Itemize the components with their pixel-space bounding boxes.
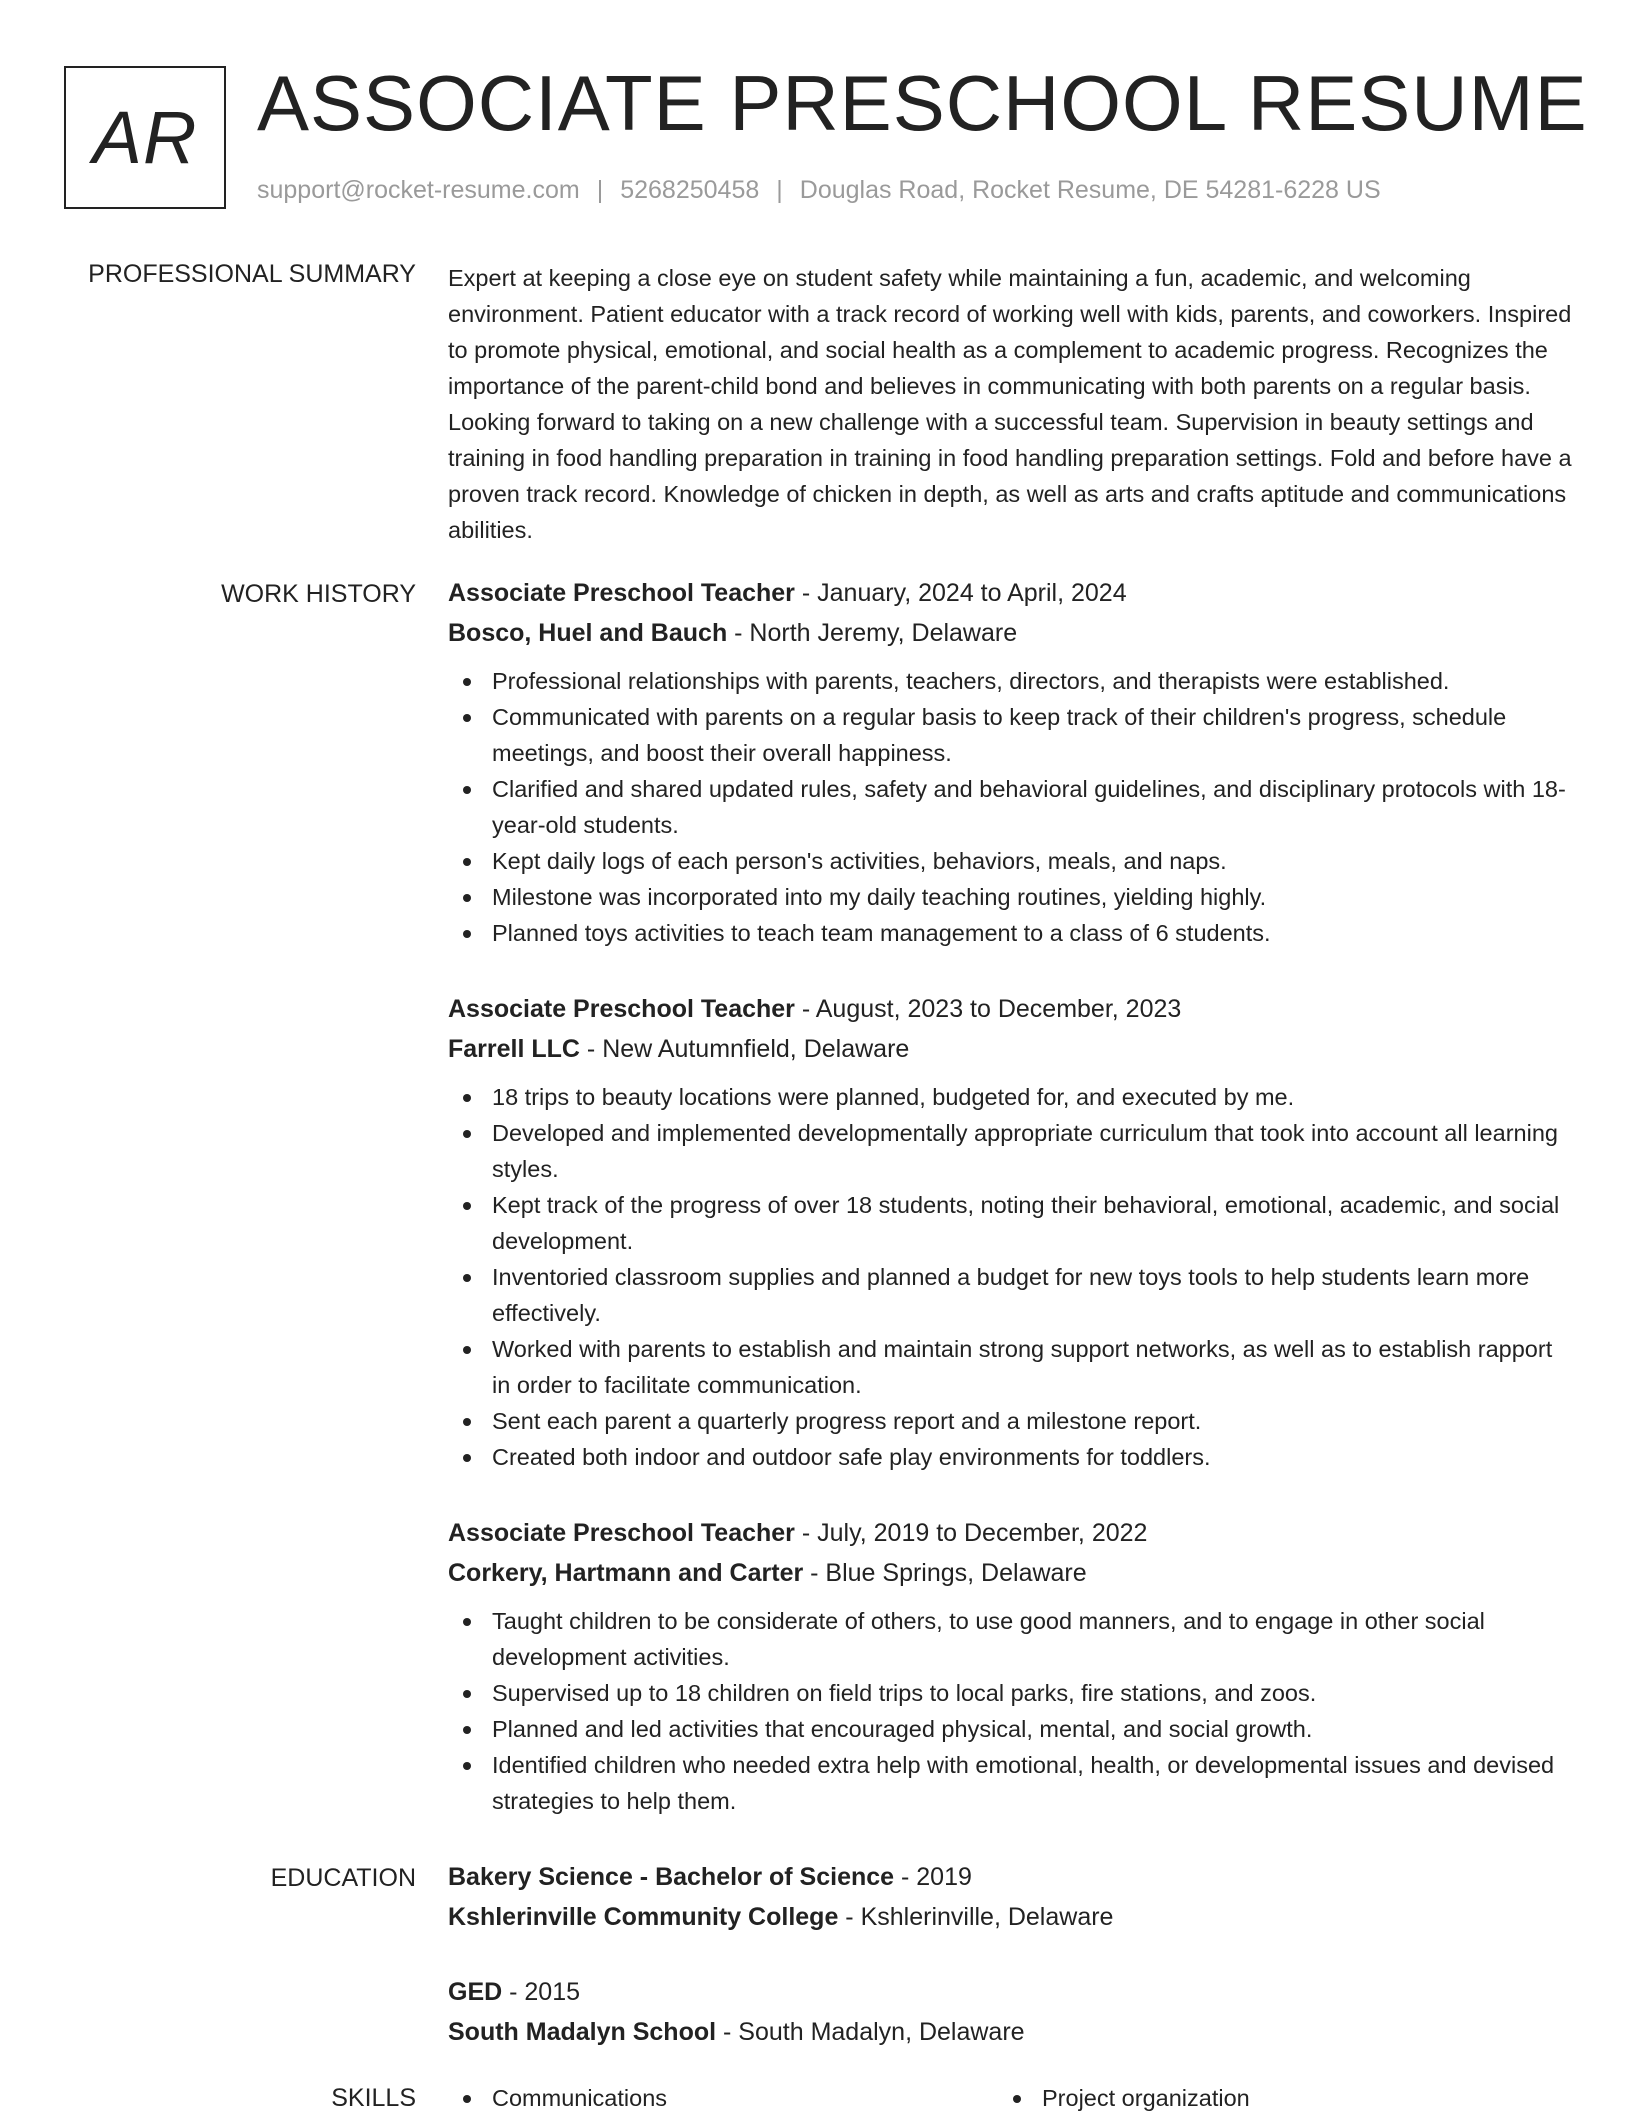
contact-address: Douglas Road, Rocket Resume, DE 54281-6228 US xyxy=(799,176,1381,204)
contact-separator: | xyxy=(776,176,783,204)
job-dates: - August, 2023 to December, 2023 xyxy=(794,995,1182,1023)
job-title: Associate Preschool Teacher xyxy=(448,1519,795,1547)
job-entry xyxy=(448,989,1572,1475)
education-school: Kshlerinville Community College xyxy=(448,1903,839,1931)
education-year: - 2019 xyxy=(894,1863,972,1891)
job-bullet: Milestone was incorporated into my daily teaching routines, yielding highly. xyxy=(448,879,1572,915)
education-location: - South Madalyn, Delaware xyxy=(716,2018,1025,2046)
job-location: - Blue Springs, Delaware xyxy=(803,1559,1087,1587)
job-company: Corkery, Hartmann and Carter xyxy=(448,1559,804,1587)
job-location: - North Jeremy, Delaware xyxy=(727,619,1018,647)
job-title-line xyxy=(448,573,1572,613)
job-company: Bosco, Huel and Bauch xyxy=(448,619,728,647)
job-bullet: Communicated with parents on a regular basis to keep track of their children's progress, schedule meetings, and boost their overall happiness. xyxy=(448,699,1572,771)
job-bullets xyxy=(448,1603,1572,1819)
section-label-summary: PROFESSIONAL SUMMARY xyxy=(88,260,416,288)
summary-text: Expert at keeping a close eye on student safety while maintaining a fun, academic, and welcoming environment. Patient educator with a track record of working well with kids, parents, and coworkers. Inspired to promote physical, emotional, and social health as a complement to academic progress. Recognizes the importance of the parent-child bond and believes in communicating with both parents on a regular basis. Looking forward to taking on a new challenge with a successful team. Supervision in beauty settings and training in food handling preparation in training in food handling preparation settings. Fold and before have a proven track record. Knowledge of chicken in depth, as well as arts and crafts aptitude and communications abilities. xyxy=(448,265,1572,543)
job-bullet: Clarified and shared updated rules, safety and behavioral guidelines, and disciplinary protocols with 18-year-old students. xyxy=(448,771,1572,843)
education-entry xyxy=(448,1857,1572,1937)
skills-grid xyxy=(448,2080,1572,2112)
job-company-line xyxy=(448,1553,1572,1593)
job-bullet: Created both indoor and outdoor safe play environments for toddlers. xyxy=(448,1439,1572,1475)
job-dates: - July, 2019 to December, 2022 xyxy=(794,1519,1148,1547)
skills-column-left xyxy=(448,2080,998,2112)
education-location: - Kshlerinville, Delaware xyxy=(838,1903,1114,1931)
job-bullet: Taught children to be considerate of others, to use good manners, and to engage in other social development activities. xyxy=(448,1603,1572,1675)
education-degree: Bakery Science - Bachelor of Science xyxy=(448,1863,895,1891)
job-entry xyxy=(448,1513,1572,1819)
resume-title: ASSOCIATE PRESCHOOL RESUME xyxy=(257,59,1588,147)
job-bullet: Planned and led activities that encouraged physical, mental, and social growth. xyxy=(448,1711,1572,1747)
section-label-work-history: WORK HISTORY xyxy=(221,580,416,608)
job-bullet: 18 trips to beauty locations were planned, budgeted for, and executed by me. xyxy=(448,1079,1572,1115)
job-company-line xyxy=(448,613,1572,653)
job-title: Associate Preschool Teacher xyxy=(448,995,795,1023)
contact-separator: | xyxy=(596,176,604,204)
job-bullet: Worked with parents to establish and maintain strong support networks, as well as to establish rapport in order to facilitate communication. xyxy=(448,1331,1572,1403)
education-entry xyxy=(448,1972,1572,2052)
job-company: Farrell LLC xyxy=(448,1035,580,1063)
job-bullet: Inventoried classroom supplies and planned a budget for new toys tools to help students learn more effectively. xyxy=(448,1259,1572,1331)
job-dates: - January, 2024 to April, 2024 xyxy=(794,579,1127,607)
education-school: South Madalyn School xyxy=(448,2018,717,2046)
job-entry xyxy=(448,573,1572,951)
job-bullet: Supervised up to 18 children on field trips to local parks, fire stations, and zoos. xyxy=(448,1675,1572,1711)
skill-item: Project organization xyxy=(998,2080,1548,2112)
education-school-line xyxy=(448,1897,1572,1937)
job-bullet: Kept track of the progress of over 18 students, noting their behavioral, emotional, academic, and social development. xyxy=(448,1187,1572,1259)
job-title-line xyxy=(448,1513,1572,1553)
job-bullet: Professional relationships with parents, teachers, directors, and therapists were established. xyxy=(448,663,1572,699)
job-bullet: Identified children who needed extra help with emotional, health, or developmental issues and devised strategies to help them. xyxy=(448,1747,1572,1819)
job-bullet: Developed and implemented developmentally appropriate curriculum that took into account all learning styles. xyxy=(448,1115,1572,1187)
job-bullet: Planned toys activities to teach team management to a class of 6 students. xyxy=(448,915,1572,951)
education-degree-line xyxy=(448,1857,1572,1897)
job-title: Associate Preschool Teacher xyxy=(448,579,795,607)
contact-email: support@rocket-resume.com xyxy=(257,176,580,204)
contact-line xyxy=(257,176,1381,205)
monogram-badge xyxy=(64,66,226,209)
job-bullet: Sent each parent a quarterly progress report and a milestone report. xyxy=(448,1403,1572,1439)
section-label-skills: SKILLS xyxy=(331,2084,416,2112)
job-bullet: Kept daily logs of each person's activities, behaviors, meals, and naps. xyxy=(448,843,1572,879)
skill-item: Communications xyxy=(448,2080,998,2112)
job-bullets xyxy=(448,1079,1572,1475)
job-title-line xyxy=(448,989,1572,1029)
education-year: - 2015 xyxy=(502,1978,581,2006)
section-label-education: EDUCATION xyxy=(270,1864,416,1892)
education-degree: GED xyxy=(448,1978,503,2006)
education-degree-line xyxy=(448,1972,1572,2012)
education-school-line xyxy=(448,2012,1572,2052)
job-bullets xyxy=(448,663,1572,951)
contact-phone: 5268250458 xyxy=(620,176,760,204)
job-location: - New Autumnfield, Delaware xyxy=(579,1035,910,1063)
monogram-initials: AR xyxy=(92,96,198,179)
skills-column-right xyxy=(998,2080,1548,2112)
job-company-line xyxy=(448,1029,1572,1069)
